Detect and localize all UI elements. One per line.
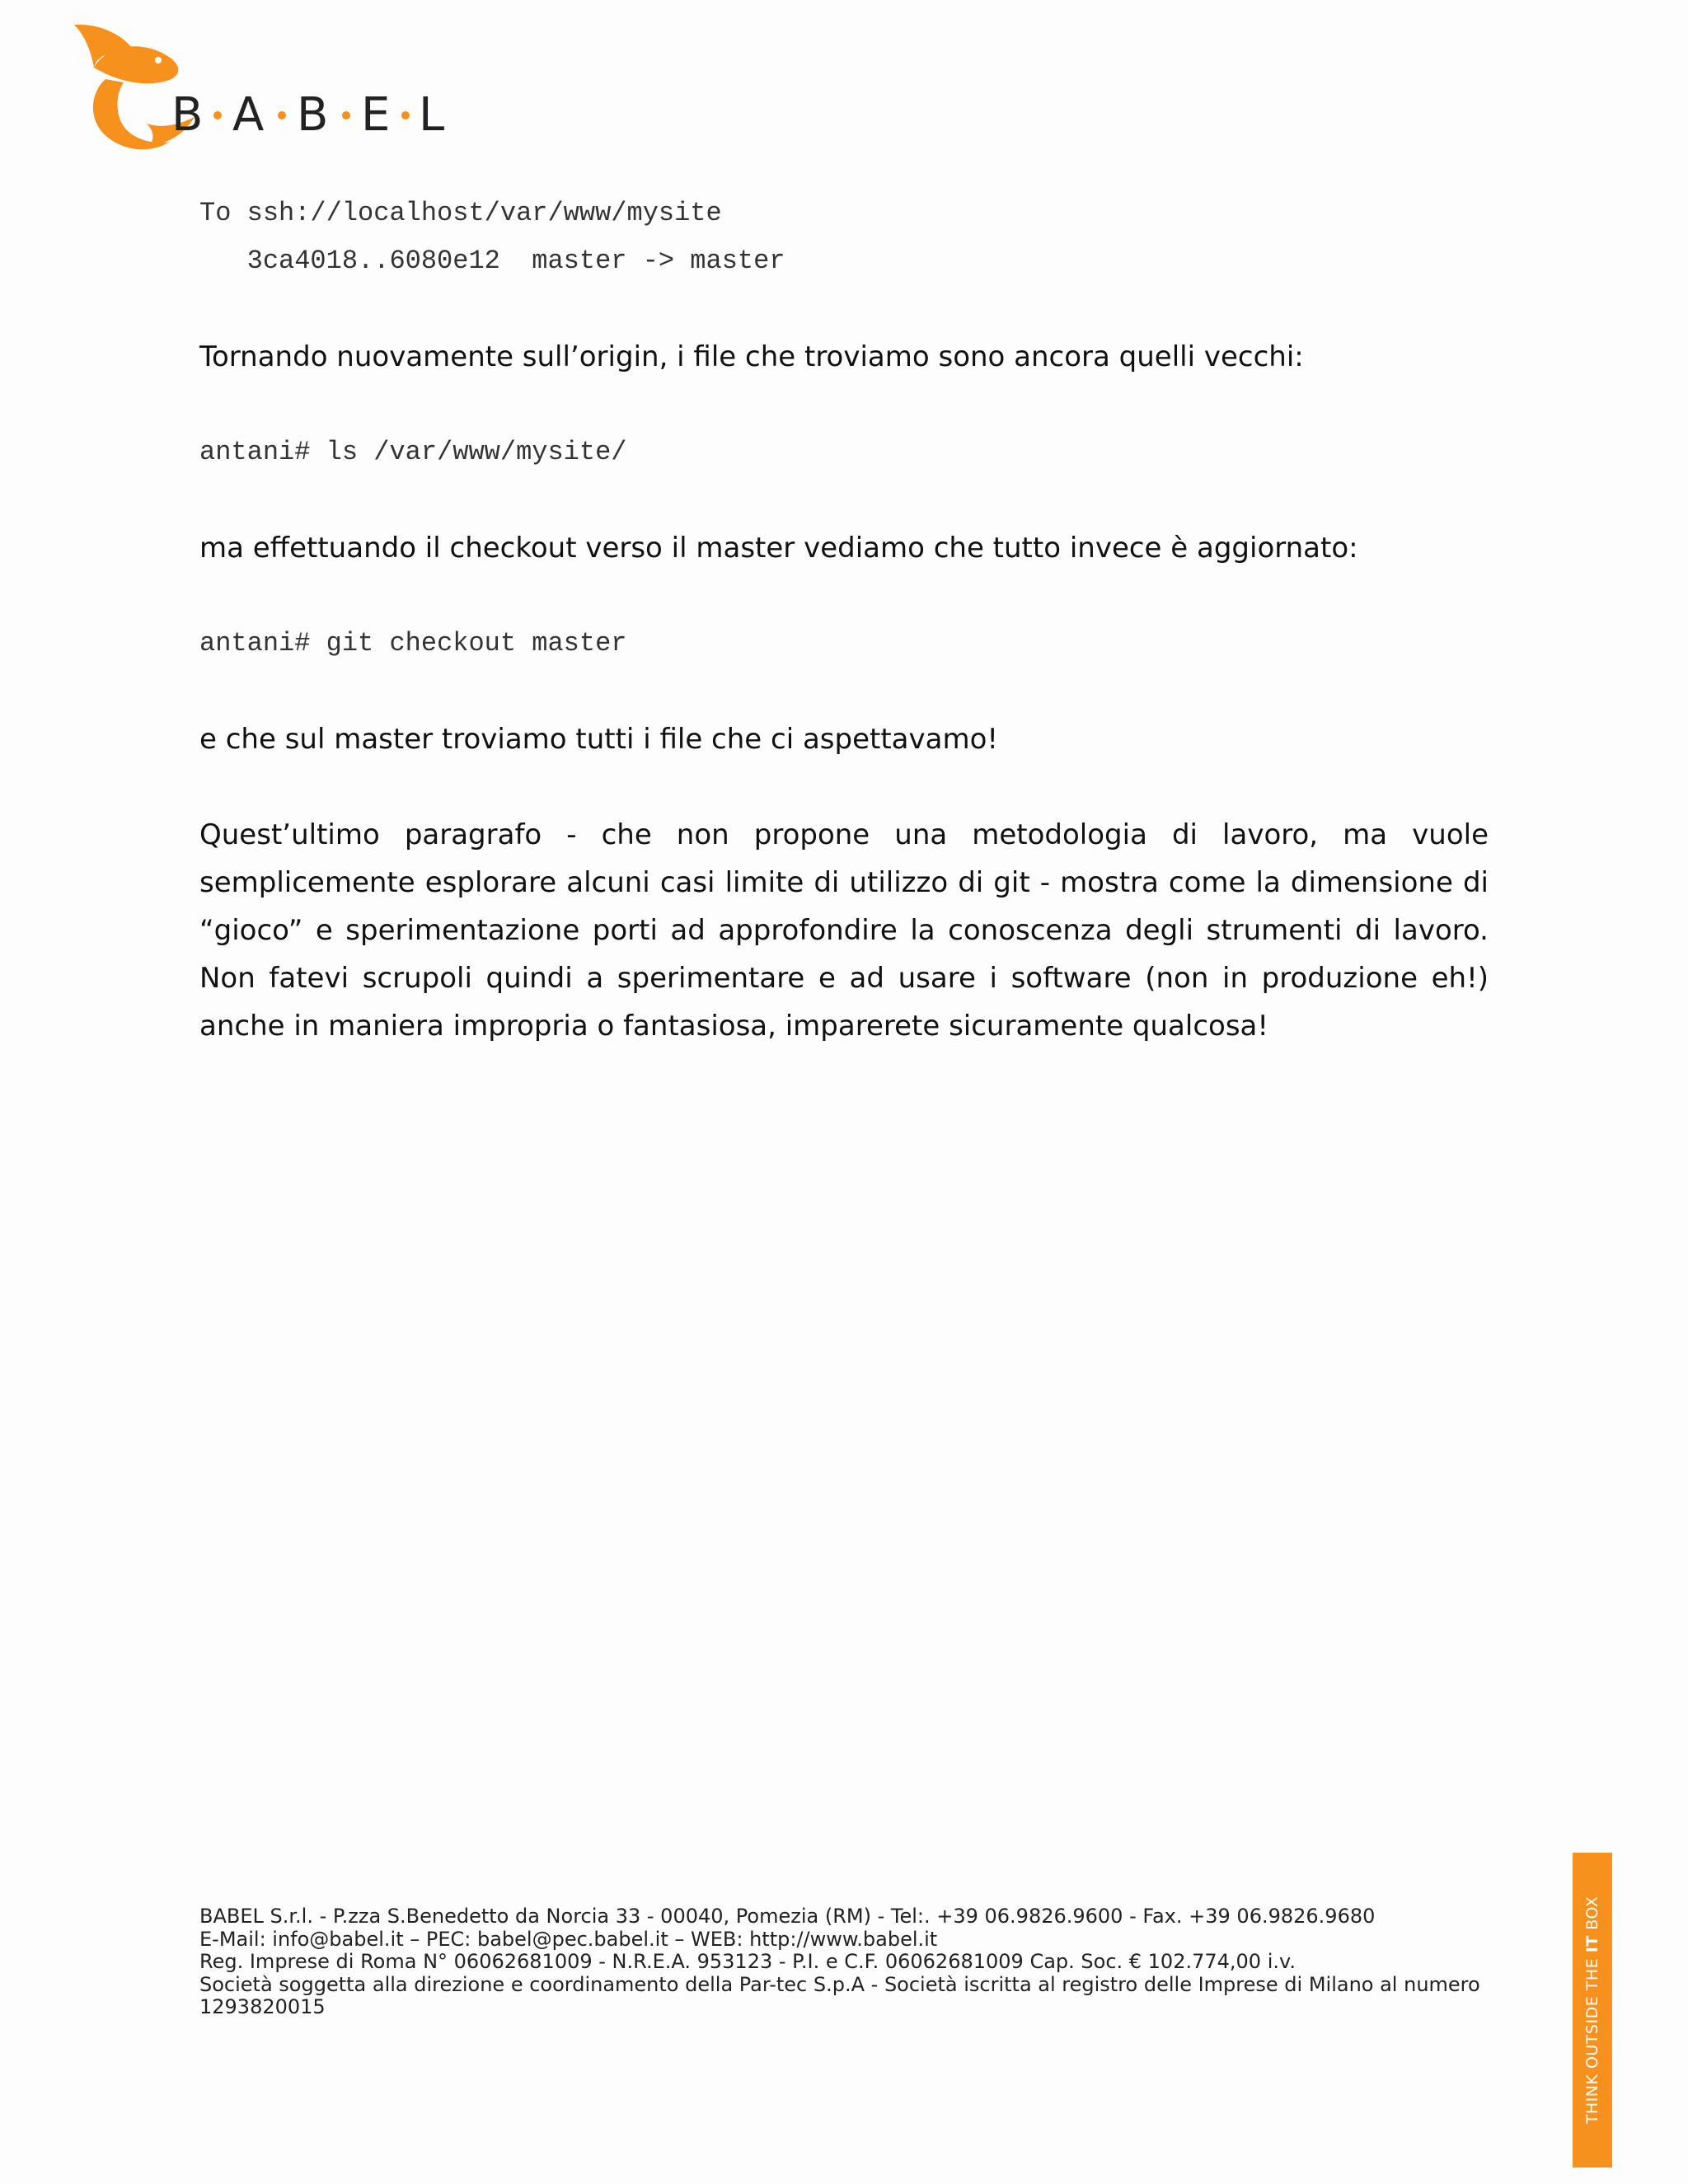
- footer-line: Società soggetta alla direzione e coordinamento della Par-tec S.p.A - Società iscritta al registro delle Imprese di Milano al numero: [199, 1972, 1480, 1996]
- logo-letter: L: [419, 88, 445, 142]
- tagline-banner: [1573, 1853, 1612, 2168]
- logo-letter: E: [361, 88, 391, 142]
- tagline-text: THINK OUTSIDE THE IT BOX: [1583, 1896, 1601, 2125]
- wordmark: [171, 88, 444, 142]
- code-ls-command: antani# ls /var/www/mysite/: [199, 437, 627, 467]
- logo-dot: [213, 111, 222, 120]
- document-body: [199, 190, 1489, 1050]
- footer-line: Reg. Imprese di Roma N° 06062681009 - N.R.E.A. 953123 - P.I. e C.F. 06062681009 Cap. Soc. € 102.774,00 i.v.: [199, 1950, 1296, 1973]
- paragraph-checkout: ma effettuando il checkout verso il master vediamo che tutto invece è aggiornato:: [199, 532, 1358, 565]
- logo-letter: A: [232, 88, 265, 142]
- code-checkout-command: antani# git checkout master: [199, 628, 627, 658]
- paragraph-conclusion: Quest’ultimo paragrafo - che non propone una metodologia di lavoro, ma vuole semplicemente esplorare alcuni casi limite di utilizzo di git - mostra come la dimensione di “gioco” e sperimentazione porti ad approfondire la conoscenza degli strumenti di lavoro. Non fatevi scrupoli quindi a sperimentare e ad usare i software (non in produzione eh!) anche in maniera impropria o fantasiosa, imparerete sicuramente qualcosa!: [199, 818, 1489, 1043]
- footer-line: 1293820015: [199, 1995, 326, 2018]
- paragraph-origin: Tornando nuovamente sull’origin, i file che troviamo sono ancora quelli vecchi:: [199, 340, 1304, 373]
- push-output-line: 3ca4018..6080e12 master -> master: [199, 246, 785, 276]
- paragraph-master: e che sul master troviamo tutti i file che ci aspettavamo!: [199, 723, 999, 756]
- company-footer: [199, 1905, 1485, 2019]
- footer-line: E-Mail: info@babel.it – PEC: babel@pec.babel.it – WEB: http://www.babel.it: [199, 1927, 938, 1951]
- babel-logo: [73, 21, 468, 162]
- push-output-line: To ssh://localhost/var/www/mysite: [199, 198, 722, 228]
- logo-dot: [342, 111, 350, 120]
- logo-letter: B: [171, 88, 204, 142]
- logo-dot: [401, 111, 410, 120]
- logo-dot: [278, 111, 286, 120]
- footer-line: BABEL S.r.l. - P.zza S.Benedetto da Norcia 33 - 00040, Pomezia (RM) - Tel:. +39 06.9826.9600 - Fax. +39 06.9826.9680: [199, 1905, 1376, 1928]
- logo-letter: B: [297, 88, 329, 142]
